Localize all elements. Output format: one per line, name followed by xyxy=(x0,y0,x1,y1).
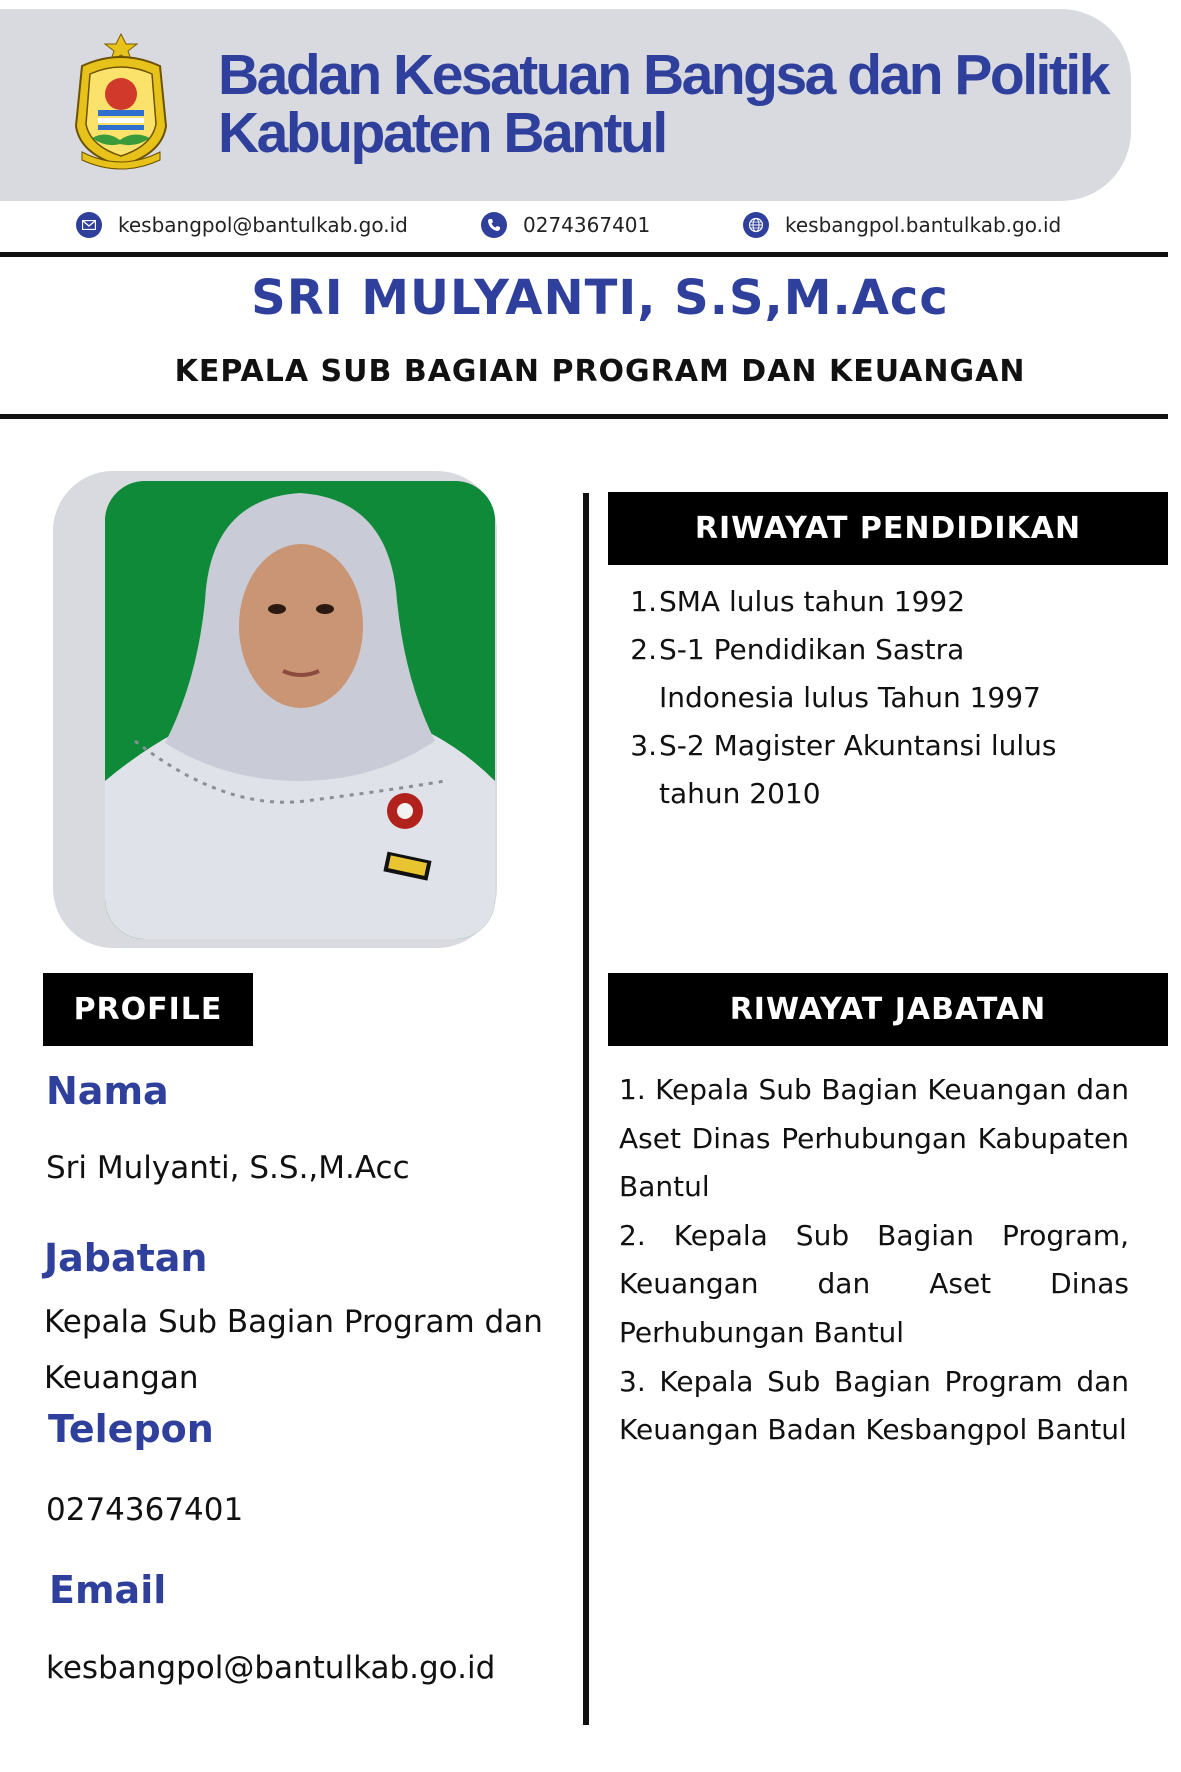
profile-section-heading: PROFILE xyxy=(43,973,253,1046)
career-item: 3. Kepala Sub Bagian Program dan Keuangan Badan Kesbangpol Bantul xyxy=(619,1364,1129,1447)
organization-title-line1: Badan Kesatuan Bangsa dan Politik xyxy=(218,43,1108,107)
organization-title-line2: Kabupaten Bantul xyxy=(218,101,666,165)
contact-phone-text: 0274367401 xyxy=(523,213,651,237)
career-section-heading: RIWAYAT JABATAN xyxy=(608,973,1168,1046)
divider-line-bottom xyxy=(0,414,1168,419)
telepon-value: 0274367401 xyxy=(46,1492,244,1528)
contact-website[interactable] xyxy=(743,210,1061,240)
career-list xyxy=(619,1066,1129,1455)
jabatan-label: Jabatan xyxy=(44,1236,208,1280)
mail-icon xyxy=(76,212,102,238)
contact-email-text: kesbangpol@bantulkab.go.id xyxy=(118,213,408,237)
career-item: 2. Kepala Sub Bagian Program, Keuangan dan Aset Dinas Perhubungan Bantul xyxy=(619,1218,1129,1349)
column-divider xyxy=(583,493,589,1725)
divider-line-top xyxy=(0,252,1168,257)
person-position-heading: KEPALA SUB BAGIAN PROGRAM DAN KEUANGAN xyxy=(174,354,1026,389)
person-name-heading: SRI MULYANTI, S.S,M.Acc xyxy=(251,270,949,326)
career-item: 1. Kepala Sub Bagian Keuangan dan Aset Dinas Perhubungan Kabupaten Bantul xyxy=(619,1073,1129,1204)
organization-title xyxy=(218,43,1118,165)
contact-email[interactable] xyxy=(76,210,408,240)
jabatan-value: Kepala Sub Bagian Program dan Keuangan xyxy=(44,1304,543,1396)
education-item-text: S-1 Pendidikan Sastra Indonesia lulus Tahun 1997 xyxy=(659,633,1041,714)
contact-phone[interactable] xyxy=(481,210,650,240)
education-item-text: S-2 Magister Akuntansi lulus tahun 2010 xyxy=(659,729,1057,810)
contact-website-text: kesbangpol.bantulkab.go.id xyxy=(785,213,1062,237)
education-section-heading: RIWAYAT PENDIDIKAN xyxy=(608,492,1168,565)
nama-label: Nama xyxy=(46,1069,169,1113)
globe-icon xyxy=(743,212,769,238)
phone-icon xyxy=(481,212,507,238)
nama-value: Sri Mulyanti, S.S.,M.Acc xyxy=(46,1150,410,1186)
education-item-text: SMA lulus tahun 1992 xyxy=(659,585,966,618)
profile-photo xyxy=(105,481,495,939)
education-item-number: 1. xyxy=(630,585,657,618)
email-value: kesbangpol@bantulkab.go.id xyxy=(46,1650,496,1686)
telepon-label: Telepon xyxy=(48,1407,214,1451)
education-item-number: 2. xyxy=(630,633,657,666)
email-label: Email xyxy=(49,1568,167,1612)
education-item-number: 3. xyxy=(630,729,657,762)
bantul-emblem-logo xyxy=(62,26,180,176)
